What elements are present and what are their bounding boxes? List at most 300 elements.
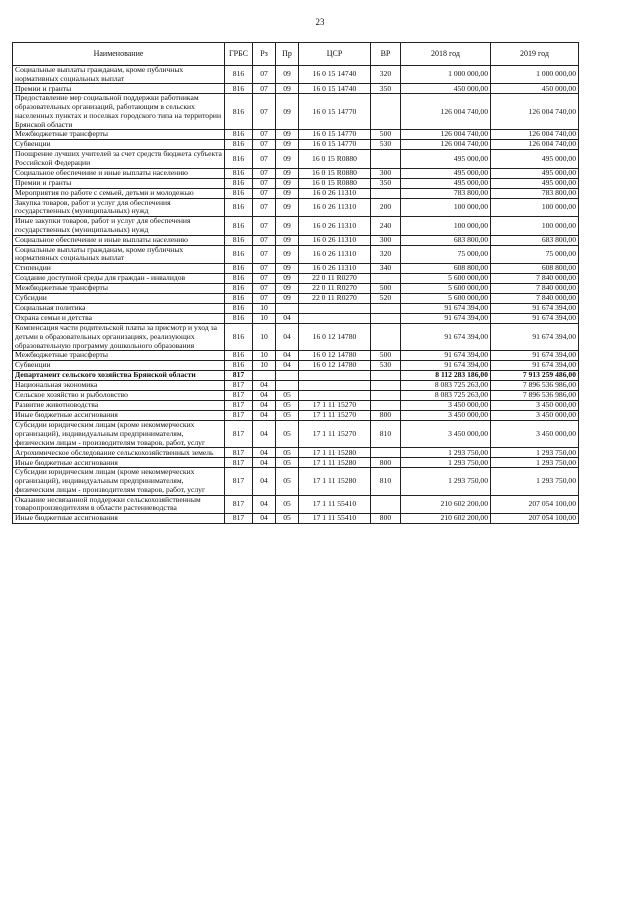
cell-vr bbox=[371, 324, 401, 351]
cell-name: Социальные выплаты гражданам, кроме публичных нормативных социальных выплат bbox=[13, 245, 225, 263]
cell-csr: 16 0 26 11310 bbox=[299, 264, 371, 274]
table-row bbox=[13, 411, 579, 421]
cell-csr: 16 0 15 14740 bbox=[299, 84, 371, 94]
cell-rz: 07 bbox=[253, 264, 276, 274]
cell-2018: 450 000,00 bbox=[401, 84, 491, 94]
cell-2018: 3 450 000,00 bbox=[401, 411, 491, 421]
cell-grbs: 816 bbox=[225, 198, 253, 216]
cell-csr: 17 1 11 15270 bbox=[299, 401, 371, 411]
cell-rz: 04 bbox=[253, 513, 276, 523]
cell-vr: 320 bbox=[371, 66, 401, 84]
table-row bbox=[13, 178, 579, 188]
cell-grbs: 816 bbox=[225, 274, 253, 284]
header-2019: 2019 год bbox=[491, 43, 579, 66]
cell-rz: 07 bbox=[253, 274, 276, 284]
cell-csr: 16 0 26 11310 bbox=[299, 217, 371, 235]
cell-name: Межбюджетные трансферты bbox=[13, 130, 225, 140]
cell-vr: 800 bbox=[371, 411, 401, 421]
cell-grbs: 817 bbox=[225, 468, 253, 495]
cell-vr: 800 bbox=[371, 458, 401, 468]
cell-pr: 09 bbox=[276, 188, 299, 198]
cell-rz: 07 bbox=[253, 198, 276, 216]
cell-csr: 16 0 15 14770 bbox=[299, 140, 371, 150]
cell-name: Межбюджетные трансферты bbox=[13, 284, 225, 294]
cell-grbs: 816 bbox=[225, 294, 253, 304]
cell-pr: 09 bbox=[276, 274, 299, 284]
cell-grbs: 817 bbox=[225, 401, 253, 411]
cell-vr: 320 bbox=[371, 245, 401, 263]
cell-2018: 100 000,00 bbox=[401, 198, 491, 216]
cell-rz: 04 bbox=[253, 468, 276, 495]
cell-grbs: 816 bbox=[225, 235, 253, 245]
cell-csr bbox=[299, 304, 371, 314]
table-row bbox=[13, 458, 579, 468]
table-row bbox=[13, 468, 579, 495]
cell-csr: 16 0 26 11310 bbox=[299, 188, 371, 198]
cell-vr: 810 bbox=[371, 468, 401, 495]
cell-rz: 07 bbox=[253, 235, 276, 245]
cell-name: Социальные выплаты гражданам, кроме публичных нормативных социальных выплат bbox=[13, 66, 225, 84]
header-pr: Пр bbox=[276, 43, 299, 66]
cell-2019: 495 000,00 bbox=[491, 178, 579, 188]
cell-rz: 10 bbox=[253, 351, 276, 361]
budget-table bbox=[12, 42, 579, 524]
cell-pr: 05 bbox=[276, 495, 299, 513]
cell-name: Мероприятия по работе с семьей, детьми и молодежью bbox=[13, 188, 225, 198]
cell-grbs: 817 bbox=[225, 495, 253, 513]
cell-2018: 1 000 000,00 bbox=[401, 66, 491, 84]
cell-vr bbox=[371, 495, 401, 513]
cell-vr bbox=[371, 371, 401, 381]
cell-vr bbox=[371, 448, 401, 458]
cell-grbs: 816 bbox=[225, 361, 253, 371]
cell-csr bbox=[299, 381, 371, 391]
cell-name: Оказание несвязанной поддержки сельскохозяйственным товаропроизводителям в области растениеводства bbox=[13, 495, 225, 513]
table-row bbox=[13, 391, 579, 401]
cell-pr bbox=[276, 381, 299, 391]
cell-name: Поощрение лучших учителей за счет средств бюджета субъекта Российской Федерации bbox=[13, 150, 225, 168]
cell-2019: 91 674 394,00 bbox=[491, 351, 579, 361]
cell-name: Создание доступной среды для граждан - инвалидов bbox=[13, 274, 225, 284]
cell-2018: 91 674 394,00 bbox=[401, 314, 491, 324]
table-row bbox=[13, 324, 579, 351]
cell-pr: 05 bbox=[276, 421, 299, 448]
cell-pr: 09 bbox=[276, 264, 299, 274]
cell-pr: 09 bbox=[276, 284, 299, 294]
table-row bbox=[13, 401, 579, 411]
cell-pr: 05 bbox=[276, 513, 299, 523]
cell-pr: 09 bbox=[276, 217, 299, 235]
cell-rz: 07 bbox=[253, 150, 276, 168]
page-number: 23 bbox=[315, 17, 325, 27]
cell-2018: 91 674 394,00 bbox=[401, 304, 491, 314]
cell-2018: 1 293 750,00 bbox=[401, 448, 491, 458]
cell-name: Предоставление мер социальной поддержки работникам образовательных организаций, работающим в сельских населенных пунктах и поселках городского типа на территории Брянской области bbox=[13, 94, 225, 130]
table-row bbox=[13, 264, 579, 274]
cell-grbs: 817 bbox=[225, 421, 253, 448]
cell-csr: 16 0 12 14780 bbox=[299, 324, 371, 351]
table-row bbox=[13, 150, 579, 168]
cell-vr bbox=[371, 391, 401, 401]
cell-vr: 800 bbox=[371, 513, 401, 523]
cell-vr: 240 bbox=[371, 217, 401, 235]
table-row bbox=[13, 235, 579, 245]
cell-2019: 126 004 740,00 bbox=[491, 140, 579, 150]
cell-csr bbox=[299, 391, 371, 401]
cell-2018: 1 293 750,00 bbox=[401, 468, 491, 495]
table-row bbox=[13, 168, 579, 178]
cell-pr: 09 bbox=[276, 140, 299, 150]
cell-name: Субсидии юридическим лицам (кроме некоммерческих организаций), индивидуальным предпринимателям, физическим лицам - производителям товаров, работ, услуг bbox=[13, 421, 225, 448]
table-body bbox=[13, 66, 579, 524]
cell-vr bbox=[371, 188, 401, 198]
cell-grbs: 817 bbox=[225, 458, 253, 468]
table-row bbox=[13, 304, 579, 314]
cell-2018: 3 450 000,00 bbox=[401, 401, 491, 411]
cell-grbs: 816 bbox=[225, 245, 253, 263]
cell-rz: 04 bbox=[253, 458, 276, 468]
cell-name: Субсидии bbox=[13, 294, 225, 304]
header-csr: ЦСР bbox=[299, 43, 371, 66]
cell-2019: 3 450 000,00 bbox=[491, 421, 579, 448]
cell-2019: 495 000,00 bbox=[491, 150, 579, 168]
cell-2019: 1 000 000,00 bbox=[491, 66, 579, 84]
cell-name: Субсидии юридическим лицам (кроме некоммерческих организаций), индивидуальным предпринимателям, физическим лицам - производителям товаров, работ, услуг bbox=[13, 468, 225, 495]
cell-rz: 10 bbox=[253, 361, 276, 371]
cell-2019: 683 800,00 bbox=[491, 235, 579, 245]
cell-vr: 500 bbox=[371, 130, 401, 140]
cell-pr bbox=[276, 371, 299, 381]
cell-pr: 09 bbox=[276, 294, 299, 304]
table-row bbox=[13, 94, 579, 130]
cell-grbs: 816 bbox=[225, 264, 253, 274]
cell-2019: 207 054 100,00 bbox=[491, 513, 579, 523]
cell-pr: 09 bbox=[276, 245, 299, 263]
cell-2018: 8 112 283 186,00 bbox=[401, 371, 491, 381]
cell-name: Сельское хозяйство и рыболовство bbox=[13, 391, 225, 401]
cell-grbs: 816 bbox=[225, 66, 253, 84]
cell-grbs: 816 bbox=[225, 351, 253, 361]
table-row bbox=[13, 274, 579, 284]
cell-name: Иные закупки товаров, работ и услуг для обеспечения государственных (муниципальных) нужд bbox=[13, 217, 225, 235]
cell-pr: 05 bbox=[276, 468, 299, 495]
cell-grbs: 816 bbox=[225, 188, 253, 198]
cell-rz: 10 bbox=[253, 324, 276, 351]
cell-2019: 7 896 536 986,00 bbox=[491, 391, 579, 401]
cell-2018: 608 800,00 bbox=[401, 264, 491, 274]
cell-name: Национальная экономика bbox=[13, 381, 225, 391]
cell-grbs: 817 bbox=[225, 371, 253, 381]
cell-name: Иные бюджетные ассигнования bbox=[13, 458, 225, 468]
cell-name: Премии и гранты bbox=[13, 178, 225, 188]
cell-grbs: 816 bbox=[225, 168, 253, 178]
table-row bbox=[13, 245, 579, 263]
cell-2019: 207 054 100,00 bbox=[491, 495, 579, 513]
cell-2018: 5 600 000,00 bbox=[401, 284, 491, 294]
cell-csr: 16 0 15 R0880 bbox=[299, 178, 371, 188]
cell-vr: 810 bbox=[371, 421, 401, 448]
cell-name: Субвенции bbox=[13, 361, 225, 371]
cell-rz: 07 bbox=[253, 84, 276, 94]
table-row bbox=[13, 66, 579, 84]
cell-name: Развитие животноводства bbox=[13, 401, 225, 411]
table-row bbox=[13, 361, 579, 371]
cell-name: Премии и гранты bbox=[13, 84, 225, 94]
cell-grbs: 816 bbox=[225, 140, 253, 150]
table-row bbox=[13, 371, 579, 381]
table-row bbox=[13, 314, 579, 324]
cell-csr: 22 0 11 R0270 bbox=[299, 284, 371, 294]
cell-pr: 04 bbox=[276, 324, 299, 351]
cell-vr bbox=[371, 274, 401, 284]
cell-2019: 495 000,00 bbox=[491, 168, 579, 178]
cell-pr: 05 bbox=[276, 458, 299, 468]
cell-2019: 7 896 536 986,00 bbox=[491, 381, 579, 391]
table-row bbox=[13, 381, 579, 391]
cell-vr: 200 bbox=[371, 198, 401, 216]
cell-2018: 91 674 394,00 bbox=[401, 351, 491, 361]
cell-pr: 05 bbox=[276, 401, 299, 411]
header-grbs: ГРБС bbox=[225, 43, 253, 66]
cell-csr: 16 0 26 11310 bbox=[299, 245, 371, 263]
cell-2018: 100 000,00 bbox=[401, 217, 491, 235]
table-row bbox=[13, 513, 579, 523]
cell-csr: 22 0 11 R0270 bbox=[299, 294, 371, 304]
cell-rz: 07 bbox=[253, 140, 276, 150]
cell-name: Департамент сельского хозяйства Брянской области bbox=[13, 371, 225, 381]
cell-2018: 5 600 000,00 bbox=[401, 274, 491, 284]
cell-2019: 1 293 750,00 bbox=[491, 468, 579, 495]
cell-pr: 09 bbox=[276, 235, 299, 245]
cell-pr: 09 bbox=[276, 178, 299, 188]
cell-name: Закупка товаров, работ и услуг для обеспечения государственных (муниципальных) нужд bbox=[13, 198, 225, 216]
cell-name: Межбюджетные трансферты bbox=[13, 351, 225, 361]
cell-vr: 530 bbox=[371, 361, 401, 371]
cell-pr: 09 bbox=[276, 66, 299, 84]
table-row bbox=[13, 495, 579, 513]
cell-name: Агрохимическое обследование сельскохозяйственных земель bbox=[13, 448, 225, 458]
cell-vr: 340 bbox=[371, 264, 401, 274]
cell-2018: 210 602 200,00 bbox=[401, 513, 491, 523]
cell-pr bbox=[276, 304, 299, 314]
cell-rz: 07 bbox=[253, 168, 276, 178]
cell-2019: 1 293 750,00 bbox=[491, 448, 579, 458]
cell-csr: 16 0 15 14740 bbox=[299, 66, 371, 84]
cell-csr bbox=[299, 371, 371, 381]
cell-csr bbox=[299, 314, 371, 324]
header-rz: Рз bbox=[253, 43, 276, 66]
cell-pr: 09 bbox=[276, 168, 299, 178]
cell-grbs: 816 bbox=[225, 130, 253, 140]
cell-csr: 17 1 11 15270 bbox=[299, 421, 371, 448]
cell-grbs: 817 bbox=[225, 513, 253, 523]
cell-2018: 783 800,00 bbox=[401, 188, 491, 198]
cell-2019: 1 293 750,00 bbox=[491, 458, 579, 468]
cell-2019: 450 000,00 bbox=[491, 84, 579, 94]
cell-2019: 7 840 000,00 bbox=[491, 274, 579, 284]
cell-pr: 04 bbox=[276, 361, 299, 371]
cell-2019: 91 674 394,00 bbox=[491, 314, 579, 324]
cell-name: Компенсация части родительской платы за присмотр и уход за детьми в образовательных организациях, реализующих образовательную программу дошкольного образования bbox=[13, 324, 225, 351]
cell-2018: 3 450 000,00 bbox=[401, 421, 491, 448]
cell-2019: 126 004 740,00 bbox=[491, 130, 579, 140]
cell-grbs: 816 bbox=[225, 150, 253, 168]
cell-2018: 91 674 394,00 bbox=[401, 324, 491, 351]
cell-2018: 8 083 725 263,00 bbox=[401, 381, 491, 391]
cell-2019: 91 674 394,00 bbox=[491, 324, 579, 351]
cell-2018: 126 004 740,00 bbox=[401, 140, 491, 150]
cell-2018: 1 293 750,00 bbox=[401, 458, 491, 468]
cell-2019: 7 840 000,00 bbox=[491, 284, 579, 294]
cell-rz: 04 bbox=[253, 411, 276, 421]
cell-csr: 17 1 11 15280 bbox=[299, 458, 371, 468]
cell-grbs: 816 bbox=[225, 304, 253, 314]
cell-pr: 09 bbox=[276, 130, 299, 140]
cell-pr: 04 bbox=[276, 351, 299, 361]
cell-2019: 783 800,00 bbox=[491, 188, 579, 198]
cell-pr: 09 bbox=[276, 198, 299, 216]
cell-vr bbox=[371, 304, 401, 314]
cell-name: Социальное обеспечение и иные выплаты населению bbox=[13, 168, 225, 178]
cell-csr: 17 1 11 15280 bbox=[299, 448, 371, 458]
cell-vr: 500 bbox=[371, 284, 401, 294]
cell-rz: 07 bbox=[253, 188, 276, 198]
cell-grbs: 816 bbox=[225, 314, 253, 324]
cell-name: Социальное обеспечение и иные выплаты населению bbox=[13, 235, 225, 245]
cell-vr bbox=[371, 381, 401, 391]
cell-vr: 530 bbox=[371, 140, 401, 150]
cell-2019: 3 450 000,00 bbox=[491, 401, 579, 411]
cell-grbs: 816 bbox=[225, 324, 253, 351]
cell-vr bbox=[371, 314, 401, 324]
cell-vr: 300 bbox=[371, 235, 401, 245]
cell-rz: 04 bbox=[253, 381, 276, 391]
table-row bbox=[13, 84, 579, 94]
cell-2019: 3 450 000,00 bbox=[491, 411, 579, 421]
cell-csr: 17 1 11 55410 bbox=[299, 495, 371, 513]
cell-csr: 17 1 11 55410 bbox=[299, 513, 371, 523]
table-row bbox=[13, 140, 579, 150]
cell-vr: 520 bbox=[371, 294, 401, 304]
table-row bbox=[13, 351, 579, 361]
cell-vr: 350 bbox=[371, 84, 401, 94]
table-row bbox=[13, 188, 579, 198]
cell-rz: 07 bbox=[253, 130, 276, 140]
cell-name: Иные бюджетные ассигнования bbox=[13, 513, 225, 523]
cell-rz: 07 bbox=[253, 294, 276, 304]
cell-rz: 07 bbox=[253, 284, 276, 294]
cell-csr: 16 0 26 11310 bbox=[299, 198, 371, 216]
cell-2019: 91 674 394,00 bbox=[491, 304, 579, 314]
cell-rz: 07 bbox=[253, 178, 276, 188]
cell-2019: 7 840 000,00 bbox=[491, 294, 579, 304]
cell-2019: 100 000,00 bbox=[491, 217, 579, 235]
cell-csr: 16 0 15 R0880 bbox=[299, 150, 371, 168]
cell-grbs: 817 bbox=[225, 411, 253, 421]
cell-grbs: 816 bbox=[225, 94, 253, 130]
cell-vr bbox=[371, 150, 401, 168]
cell-csr: 16 0 15 R0880 bbox=[299, 168, 371, 178]
cell-csr: 16 0 26 11310 bbox=[299, 235, 371, 245]
cell-grbs: 817 bbox=[225, 381, 253, 391]
cell-2018: 495 000,00 bbox=[401, 150, 491, 168]
cell-rz: 07 bbox=[253, 217, 276, 235]
cell-vr: 300 bbox=[371, 168, 401, 178]
cell-grbs: 817 bbox=[225, 391, 253, 401]
cell-grbs: 817 bbox=[225, 448, 253, 458]
cell-name: Охрана семьи и детства bbox=[13, 314, 225, 324]
cell-rz: 10 bbox=[253, 314, 276, 324]
cell-2019: 7 913 259 486,00 bbox=[491, 371, 579, 381]
cell-rz: 04 bbox=[253, 495, 276, 513]
cell-2018: 683 800,00 bbox=[401, 235, 491, 245]
cell-grbs: 816 bbox=[225, 217, 253, 235]
cell-rz: 07 bbox=[253, 66, 276, 84]
cell-2018: 91 674 394,00 bbox=[401, 361, 491, 371]
cell-vr bbox=[371, 401, 401, 411]
cell-rz bbox=[253, 371, 276, 381]
table-row bbox=[13, 217, 579, 235]
cell-pr: 09 bbox=[276, 94, 299, 130]
cell-rz: 07 bbox=[253, 245, 276, 263]
header-vr: ВР bbox=[371, 43, 401, 66]
cell-2018: 126 004 740,00 bbox=[401, 130, 491, 140]
table-row bbox=[13, 284, 579, 294]
cell-name: Стипендии bbox=[13, 264, 225, 274]
cell-csr: 22 0 11 R0270 bbox=[299, 274, 371, 284]
cell-grbs: 816 bbox=[225, 84, 253, 94]
cell-rz: 04 bbox=[253, 421, 276, 448]
cell-pr: 05 bbox=[276, 391, 299, 401]
cell-2018: 495 000,00 bbox=[401, 178, 491, 188]
cell-rz: 04 bbox=[253, 448, 276, 458]
cell-csr: 16 0 15 14770 bbox=[299, 130, 371, 140]
cell-pr: 05 bbox=[276, 411, 299, 421]
table-row bbox=[13, 198, 579, 216]
cell-2019: 91 674 394,00 bbox=[491, 361, 579, 371]
cell-csr: 16 0 12 14780 bbox=[299, 351, 371, 361]
cell-grbs: 816 bbox=[225, 284, 253, 294]
cell-2019: 126 004 740,00 bbox=[491, 94, 579, 130]
table-row bbox=[13, 294, 579, 304]
cell-rz: 10 bbox=[253, 304, 276, 314]
header-name: Наименование bbox=[13, 43, 225, 66]
cell-rz: 04 bbox=[253, 401, 276, 411]
cell-2018: 210 602 200,00 bbox=[401, 495, 491, 513]
cell-csr: 17 1 11 15280 bbox=[299, 468, 371, 495]
cell-2018: 495 000,00 bbox=[401, 168, 491, 178]
cell-pr: 09 bbox=[276, 84, 299, 94]
cell-vr bbox=[371, 94, 401, 130]
cell-vr: 350 bbox=[371, 178, 401, 188]
cell-pr: 04 bbox=[276, 314, 299, 324]
cell-csr: 16 0 15 14770 bbox=[299, 94, 371, 130]
cell-2019: 608 800,00 bbox=[491, 264, 579, 274]
cell-name: Социальная политика bbox=[13, 304, 225, 314]
cell-grbs: 816 bbox=[225, 178, 253, 188]
cell-name: Субвенции bbox=[13, 140, 225, 150]
cell-rz: 07 bbox=[253, 94, 276, 130]
cell-name: Иные бюджетные ассигнования bbox=[13, 411, 225, 421]
table-header-row bbox=[13, 43, 579, 66]
cell-rz: 04 bbox=[253, 391, 276, 401]
table-row bbox=[13, 130, 579, 140]
cell-2018: 8 083 725 263,00 bbox=[401, 391, 491, 401]
cell-vr: 500 bbox=[371, 351, 401, 361]
cell-2018: 5 600 000,00 bbox=[401, 294, 491, 304]
cell-csr: 17 1 11 15270 bbox=[299, 411, 371, 421]
cell-pr: 05 bbox=[276, 448, 299, 458]
